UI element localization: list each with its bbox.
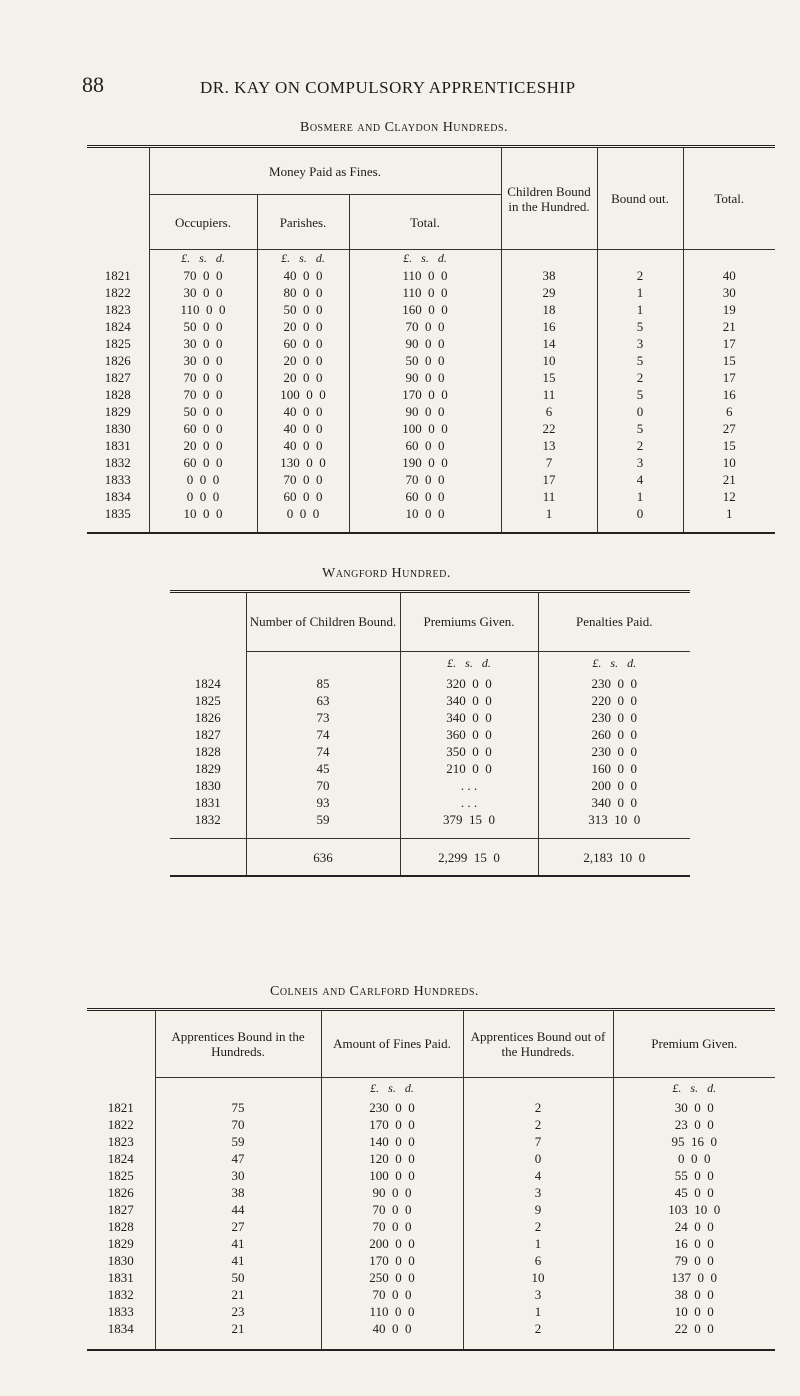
data-cell: 140 0 0 <box>321 1133 463 1150</box>
data-cell: 80 0 0 <box>257 284 349 301</box>
money-header: Money Paid as Fines. <box>149 147 501 195</box>
year-cell: 1827 <box>107 1202 134 1217</box>
data-cell: 120 0 0 <box>321 1150 463 1167</box>
data-cell: 2 <box>597 369 683 386</box>
data-cell: 230 0 0 <box>321 1099 463 1116</box>
year-header <box>87 1010 155 1078</box>
data-cell: 40 0 0 <box>257 437 349 454</box>
table-row <box>87 1201 775 1218</box>
data-cell: 50 0 0 <box>257 301 349 318</box>
data-cell: 16 <box>501 318 597 335</box>
data-cell: 74 <box>246 726 400 743</box>
data-cell: 2 <box>463 1099 613 1116</box>
data-cell: 30 <box>683 284 775 301</box>
data-cell: 160 0 0 <box>349 301 501 318</box>
data-cell: 70 0 0 <box>321 1218 463 1235</box>
data-cell: 16 0 0 <box>613 1235 775 1252</box>
data-cell: 70 0 0 <box>257 471 349 488</box>
data-cell: 20 0 0 <box>257 369 349 386</box>
table2-caption: Wangford Hundred. <box>322 566 451 581</box>
data-cell: 70 0 0 <box>149 386 257 403</box>
premium-header: Premium Given. <box>613 1010 775 1078</box>
year-cell: 1823 <box>104 302 131 317</box>
currency-label: £. s. d. <box>257 250 349 268</box>
data-cell: 0 <box>463 1150 613 1167</box>
data-cell: 74 <box>246 743 400 760</box>
table-row <box>87 1252 775 1269</box>
data-cell: 6 <box>463 1252 613 1269</box>
occupiers-header: Occupiers. <box>149 195 257 250</box>
year-cell: 1828 <box>104 387 131 402</box>
data-cell: 7 <box>501 454 597 471</box>
data-cell: 60 0 0 <box>149 420 257 437</box>
data-cell: 170 0 0 <box>321 1252 463 1269</box>
year-cell: 1830 <box>104 421 131 436</box>
data-cell: 21 <box>155 1320 321 1337</box>
data-cell: 103 10 0 <box>613 1201 775 1218</box>
data-cell: 15 <box>683 352 775 369</box>
data-cell: 5 <box>597 318 683 335</box>
table-row <box>170 794 690 811</box>
data-cell: 40 <box>683 267 775 284</box>
data-cell: 50 <box>155 1269 321 1286</box>
data-cell: 0 0 0 <box>149 471 257 488</box>
data-cell: 60 0 0 <box>349 488 501 505</box>
table-row <box>87 488 775 505</box>
table-row <box>87 505 775 522</box>
year-cell: 1825 <box>104 336 131 351</box>
data-cell: 2 <box>463 1320 613 1337</box>
data-cell: 90 0 0 <box>349 403 501 420</box>
data-cell: 3 <box>597 335 683 352</box>
year-cell: 1828 <box>107 1219 134 1234</box>
data-cell: 60 0 0 <box>349 437 501 454</box>
data-cell: 44 <box>155 1201 321 1218</box>
data-cell: 55 0 0 <box>613 1167 775 1184</box>
data-cell: 16 <box>683 386 775 403</box>
data-cell: 0 <box>597 403 683 420</box>
data-cell: 1 <box>683 505 775 522</box>
data-cell: 190 0 0 <box>349 454 501 471</box>
table-row <box>87 1167 775 1184</box>
table-row <box>170 675 690 692</box>
data-cell: 160 0 0 <box>538 760 690 777</box>
data-cell: 5 <box>597 386 683 403</box>
data-cell: 137 0 0 <box>613 1269 775 1286</box>
data-cell: 59 <box>155 1133 321 1150</box>
table-row <box>87 318 775 335</box>
data-cell: 379 15 0 <box>400 811 538 828</box>
data-cell: 13 <box>501 437 597 454</box>
data-cell: 40 0 0 <box>321 1320 463 1337</box>
year-cell: 1834 <box>104 489 131 504</box>
table1-caption: Bosmere and Claydon Hundreds. <box>300 120 509 135</box>
data-cell: 130 0 0 <box>257 454 349 471</box>
data-cell: 90 0 0 <box>349 335 501 352</box>
data-cell: 21 <box>683 318 775 335</box>
data-cell: 230 0 0 <box>538 675 690 692</box>
data-cell: 2 <box>597 437 683 454</box>
data-cell: 100 0 0 <box>257 386 349 403</box>
penalties-header: Penalties Paid. <box>538 592 690 652</box>
data-cell: 40 0 0 <box>257 403 349 420</box>
table-row <box>87 1286 775 1303</box>
apprentices-out-header: Apprentices Bound out of the Hundreds. <box>463 1010 613 1078</box>
year-cell: 1834 <box>107 1321 134 1336</box>
table-wangford <box>170 590 690 877</box>
year-cell: 1829 <box>104 404 131 419</box>
year-cell: 1832 <box>104 455 131 470</box>
data-cell: 4 <box>463 1167 613 1184</box>
data-cell: 10 <box>463 1269 613 1286</box>
data-cell: 50 0 0 <box>149 318 257 335</box>
data-cell: 90 0 0 <box>321 1184 463 1201</box>
data-cell: 38 0 0 <box>613 1286 775 1303</box>
data-cell: 1 <box>463 1235 613 1252</box>
subtotal-header: Total. <box>349 195 501 250</box>
data-cell: 30 0 0 <box>149 284 257 301</box>
table-row <box>87 1303 775 1320</box>
premiums-header: Premiums Given. <box>400 592 538 652</box>
data-cell: 21 <box>155 1286 321 1303</box>
data-cell: 17 <box>501 471 597 488</box>
data-cell: 12 <box>683 488 775 505</box>
data-cell: 0 <box>597 505 683 522</box>
data-cell: 70 0 0 <box>321 1286 463 1303</box>
data-cell: 313 10 0 <box>538 811 690 828</box>
data-cell: 110 0 0 <box>349 284 501 301</box>
table-row <box>170 811 690 828</box>
table-row <box>87 1235 775 1252</box>
table-row <box>87 1184 775 1201</box>
data-cell: 360 0 0 <box>400 726 538 743</box>
table-row <box>87 420 775 437</box>
data-cell: 23 <box>155 1303 321 1320</box>
data-cell: 1 <box>597 284 683 301</box>
data-cell: 45 <box>246 760 400 777</box>
data-cell: 24 0 0 <box>613 1218 775 1235</box>
year-cell: 1835 <box>104 506 131 521</box>
table3-caption: Colneis and Carlford Hundreds. <box>270 984 479 999</box>
data-cell: 6 <box>501 403 597 420</box>
data-cell: 14 <box>501 335 597 352</box>
year-cell: 1830 <box>194 778 221 793</box>
data-cell: 70 <box>246 777 400 794</box>
data-cell: 27 <box>683 420 775 437</box>
data-cell: 15 <box>683 437 775 454</box>
data-cell: 3 <box>463 1184 613 1201</box>
table-row <box>170 692 690 709</box>
year-cell: 1826 <box>107 1185 134 1200</box>
amount-fines-header: Amount of Fines Paid. <box>321 1010 463 1078</box>
data-cell: 15 <box>501 369 597 386</box>
data-cell: 3 <box>463 1286 613 1303</box>
data-cell: 3 <box>597 454 683 471</box>
data-cell: 30 0 0 <box>613 1099 775 1116</box>
year-cell: 1826 <box>194 710 221 725</box>
data-cell: 100 0 0 <box>349 420 501 437</box>
currency-label: £. s. d. <box>321 1077 463 1099</box>
data-cell: . . . <box>400 777 538 794</box>
data-cell: 340 0 0 <box>538 794 690 811</box>
data-cell: 260 0 0 <box>538 726 690 743</box>
data-cell: 23 0 0 <box>613 1116 775 1133</box>
data-cell: 60 0 0 <box>149 454 257 471</box>
data-cell: 27 <box>155 1218 321 1235</box>
data-cell: 1 <box>597 301 683 318</box>
data-cell: 170 0 0 <box>321 1116 463 1133</box>
table-row <box>87 437 775 454</box>
data-cell: 0 0 0 <box>257 505 349 522</box>
data-cell: 95 16 0 <box>613 1133 775 1150</box>
currency-label: £. s. d. <box>400 651 538 675</box>
running-head: DR. KAY ON COMPULSORY APPRENTICESHIP <box>200 78 576 97</box>
table-row <box>170 709 690 726</box>
total-cell: 636 <box>246 839 400 877</box>
data-cell: 70 0 0 <box>349 318 501 335</box>
table-row <box>87 386 775 403</box>
data-cell: 2 <box>597 267 683 284</box>
data-cell: 1 <box>597 488 683 505</box>
data-cell: 200 0 0 <box>538 777 690 794</box>
year-cell: 1824 <box>194 676 221 691</box>
data-cell: 10 0 0 <box>613 1303 775 1320</box>
data-cell: 41 <box>155 1235 321 1252</box>
data-cell: 10 <box>501 352 597 369</box>
data-cell: 230 0 0 <box>538 743 690 760</box>
data-cell: 63 <box>246 692 400 709</box>
year-cell: 1831 <box>107 1270 134 1285</box>
data-cell: 93 <box>246 794 400 811</box>
table-row <box>87 301 775 318</box>
totals-row <box>170 839 690 877</box>
table-row <box>170 777 690 794</box>
year-cell: 1832 <box>107 1287 134 1302</box>
year-cell: 1826 <box>104 353 131 368</box>
data-cell: 41 <box>155 1252 321 1269</box>
table-bosmere-claydon <box>87 145 775 534</box>
page-number: 88 <box>82 72 104 97</box>
data-cell: 21 <box>683 471 775 488</box>
year-cell: 1825 <box>194 693 221 708</box>
data-cell: 9 <box>463 1201 613 1218</box>
data-cell: 79 0 0 <box>613 1252 775 1269</box>
table-row <box>87 284 775 301</box>
data-cell: 220 0 0 <box>538 692 690 709</box>
currency-label: £. s. d. <box>149 250 257 268</box>
children-bound-header: Number of Children Bound. <box>246 592 400 652</box>
year-cell: 1823 <box>107 1134 134 1149</box>
table-row <box>87 267 775 284</box>
data-cell: 38 <box>501 267 597 284</box>
data-cell: 210 0 0 <box>400 760 538 777</box>
total-cell <box>170 839 246 877</box>
data-cell: 170 0 0 <box>349 386 501 403</box>
currency-label: £. s. d. <box>613 1077 775 1099</box>
data-cell: 340 0 0 <box>400 709 538 726</box>
table-row <box>87 403 775 420</box>
data-cell: 19 <box>683 301 775 318</box>
data-cell: 75 <box>155 1099 321 1116</box>
data-cell: 200 0 0 <box>321 1235 463 1252</box>
total-cell: 2,183 10 0 <box>538 839 690 877</box>
data-cell: 110 0 0 <box>149 301 257 318</box>
data-cell: 5 <box>597 352 683 369</box>
table-row <box>87 454 775 471</box>
data-cell: 70 <box>155 1116 321 1133</box>
year-cell: 1825 <box>107 1168 134 1183</box>
data-cell: 10 0 0 <box>149 505 257 522</box>
year-cell: 1828 <box>194 744 221 759</box>
data-cell: 90 0 0 <box>349 369 501 386</box>
table-colneis-carlford <box>87 1008 775 1351</box>
table-row <box>87 1116 775 1133</box>
currency-label: £. s. d. <box>349 250 501 268</box>
data-cell: 60 0 0 <box>257 335 349 352</box>
year-cell: 1829 <box>107 1236 134 1251</box>
parishes-header: Parishes. <box>257 195 349 250</box>
data-cell: 38 <box>155 1184 321 1201</box>
data-cell: 70 0 0 <box>149 369 257 386</box>
year-cell: 1831 <box>194 795 221 810</box>
data-cell: 2 <box>463 1218 613 1235</box>
year-cell: 1827 <box>104 370 131 385</box>
data-cell: 70 0 0 <box>349 471 501 488</box>
total-header: Total. <box>683 147 775 250</box>
data-cell: 230 0 0 <box>538 709 690 726</box>
data-cell: 60 0 0 <box>257 488 349 505</box>
year-cell: 1829 <box>194 761 221 776</box>
data-cell: 10 <box>683 454 775 471</box>
data-cell: 20 0 0 <box>257 318 349 335</box>
year-cell: 1831 <box>104 438 131 453</box>
children-header: Children Bound in the Hundred. <box>501 147 597 250</box>
data-cell: 40 0 0 <box>257 267 349 284</box>
bound-out-header: Bound out. <box>597 147 683 250</box>
data-cell: 250 0 0 <box>321 1269 463 1286</box>
total-cell: 2,299 15 0 <box>400 839 538 877</box>
data-cell: 340 0 0 <box>400 692 538 709</box>
data-cell: 59 <box>246 811 400 828</box>
data-cell: 47 <box>155 1150 321 1167</box>
data-cell: 22 <box>501 420 597 437</box>
table-row <box>87 1218 775 1235</box>
data-cell: 0 0 0 <box>149 488 257 505</box>
table-row <box>87 471 775 488</box>
data-cell: 70 0 0 <box>149 267 257 284</box>
table-row <box>87 1099 775 1116</box>
data-cell: 85 <box>246 675 400 692</box>
table-row <box>87 1133 775 1150</box>
data-cell: 320 0 0 <box>400 675 538 692</box>
data-cell: 1 <box>463 1303 613 1320</box>
data-cell: . . . <box>400 794 538 811</box>
year-cell: 1830 <box>107 1253 134 1268</box>
data-cell: 45 0 0 <box>613 1184 775 1201</box>
apprentices-bound-header: Apprentices Bound in the Hundreds. <box>155 1010 321 1078</box>
data-cell: 110 0 0 <box>349 267 501 284</box>
data-cell: 0 0 0 <box>613 1150 775 1167</box>
data-cell: 73 <box>246 709 400 726</box>
table-row <box>170 760 690 777</box>
table-row <box>170 743 690 760</box>
data-cell: 30 0 0 <box>149 335 257 352</box>
data-cell: 11 <box>501 386 597 403</box>
data-cell: 18 <box>501 301 597 318</box>
data-cell: 10 0 0 <box>349 505 501 522</box>
data-cell: 20 0 0 <box>149 437 257 454</box>
data-cell: 30 0 0 <box>149 352 257 369</box>
year-cell: 1822 <box>104 285 131 300</box>
table-row <box>170 726 690 743</box>
year-cell: 1822 <box>107 1117 134 1132</box>
table-row <box>87 1269 775 1286</box>
year-cell: 1821 <box>107 1100 134 1115</box>
data-cell: 350 0 0 <box>400 743 538 760</box>
data-cell: 11 <box>501 488 597 505</box>
data-cell: 20 0 0 <box>257 352 349 369</box>
year-cell: 1827 <box>194 727 221 742</box>
data-cell: 2 <box>463 1116 613 1133</box>
year-cell: 1824 <box>104 319 131 334</box>
data-cell: 6 <box>683 403 775 420</box>
table-row <box>87 369 775 386</box>
data-cell: 40 0 0 <box>257 420 349 437</box>
data-cell: 50 0 0 <box>349 352 501 369</box>
year-header <box>87 147 149 250</box>
table-row <box>87 1150 775 1167</box>
year-cell: 1833 <box>107 1304 134 1319</box>
year-cell: 1833 <box>104 472 131 487</box>
data-cell: 100 0 0 <box>321 1167 463 1184</box>
data-cell: 5 <box>597 420 683 437</box>
table-row <box>87 1320 775 1337</box>
data-cell: 7 <box>463 1133 613 1150</box>
currency-label: £. s. d. <box>538 651 690 675</box>
data-cell: 70 0 0 <box>321 1201 463 1218</box>
data-cell: 17 <box>683 335 775 352</box>
data-cell: 30 <box>155 1167 321 1184</box>
year-cell: 1832 <box>194 812 221 827</box>
data-cell: 4 <box>597 471 683 488</box>
data-cell: 50 0 0 <box>149 403 257 420</box>
data-cell: 29 <box>501 284 597 301</box>
data-cell: 17 <box>683 369 775 386</box>
year-cell: 1824 <box>107 1151 134 1166</box>
data-cell: 1 <box>501 505 597 522</box>
data-cell: 110 0 0 <box>321 1303 463 1320</box>
table-row <box>87 352 775 369</box>
year-cell: 1821 <box>104 268 131 283</box>
table-row <box>87 335 775 352</box>
data-cell: 22 0 0 <box>613 1320 775 1337</box>
year-header <box>170 592 246 652</box>
